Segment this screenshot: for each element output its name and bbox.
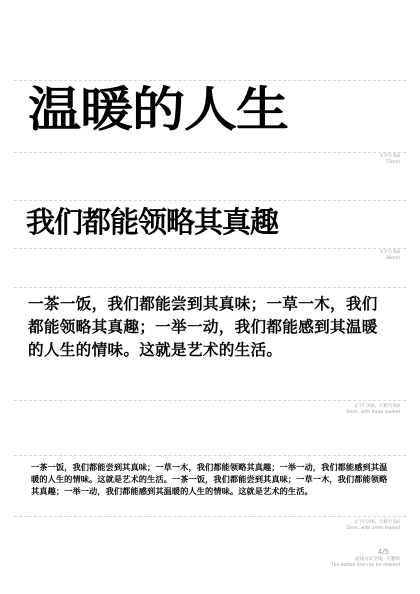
note-subtitle-line1: 文字行高6 (379, 250, 400, 255)
note-paragraph-small-line1: 文字行高6，行距行高6 (353, 520, 400, 525)
note-paragraph-large (346, 404, 400, 415)
guide-line-top (14, 80, 406, 81)
guide-line-para-bottom (14, 400, 406, 401)
note-paragraph-small (346, 520, 400, 531)
note-paragraph-large-line1: 文字行高6，行距行高6 (353, 404, 400, 409)
paragraph-large: 一茶一饭，我们都能尝到其真味；一草一木，我们都能领略其真趣；一举一动，我们都能感到其温暖的人生的情味。这就是艺术的生活。 (28, 295, 378, 359)
subtitle: 我们都能领略其真趣 (26, 205, 279, 239)
guide-line-sub-top (14, 200, 406, 201)
main-title: 温暖的人生 (28, 82, 288, 138)
guide-line-para-top (14, 287, 406, 288)
footer-note-line1: 虚线为安全线，可删除 (355, 557, 400, 562)
note-paragraph-large-line2: 5mm, with 6mm leaded (346, 409, 400, 415)
guide-line-title-bottom (14, 152, 406, 153)
note-title-line1: 文字行高6 (379, 154, 400, 159)
page-number: 4/5 (377, 548, 389, 556)
paragraph-small: 一茶一饭，我们都能尝到其真味；一草一木，我们都能领略其真趣；一举一动，我们都能感到其温暖的人生的情味。这就是艺术的生活。一茶一饭，我们都能尝到其真味；一草一木，我们都能领略其真趣；一举一动，我们都能感到其温暖的人生的情味。这就是艺术的生活。 (31, 462, 388, 496)
note-title-size (379, 154, 400, 165)
footer-note (331, 557, 400, 568)
guide-line-sub-bottom (14, 248, 406, 249)
note-subtitle-size (379, 250, 400, 261)
footer-note-line2: The dotted line can be deleted (330, 562, 400, 568)
note-subtitle-line2: 36mm (385, 255, 400, 261)
guide-line-small-bottom (14, 516, 406, 517)
guide-line-small-top (14, 455, 406, 456)
note-title-line2: 72mm (385, 159, 400, 165)
note-paragraph-small-line2: 5mm, with 3mm leaded (346, 525, 400, 531)
